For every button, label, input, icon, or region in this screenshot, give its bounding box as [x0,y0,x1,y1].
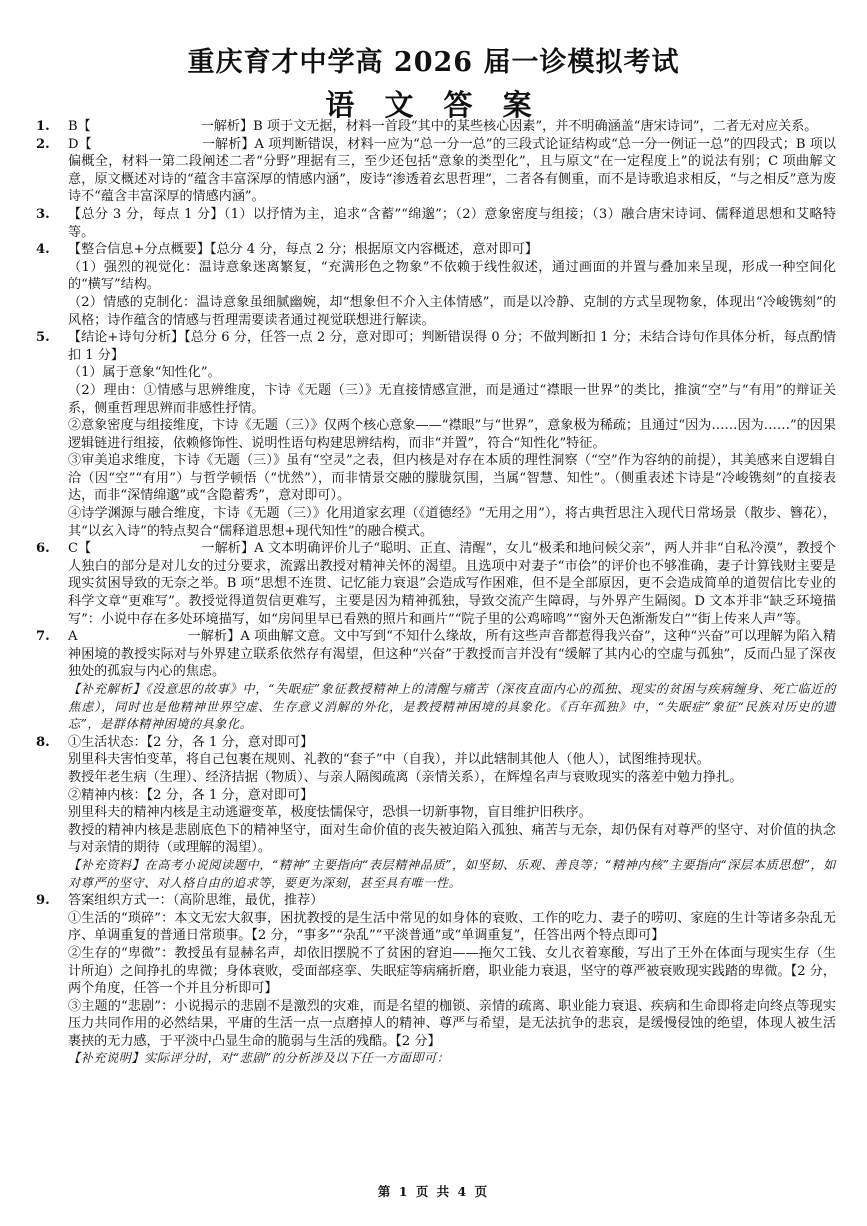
answer-body [36,118,836,1068]
answer-text: 【整合信息+分点概要】【总分 4 分，每点 2 分；根据原文内容概述，意对即可】 [68,242,538,258]
answer-choice: C【 [68,541,92,557]
answer-text: （2）情感的克制化：温诗意象虽细腻幽婉，却“想象但不介入主体情感”，而是以冷静、克制的方式呈现物象，体现出“冷峻镌刻”的风格；诗作蕴含的情感与哲理需要读者通过视觉联想进行解读。 [68,294,836,328]
answer-text: ①生活状态：【2 分，各 1 分，意对即可】 [68,734,314,750]
answer-text: 【结论+诗句分析】【总分 6 分，任答一点 2 分，意对即可；判断错误得 0 分；不做判断扣 1 分；未结合诗句作具体分析，每点酌情扣 1 分】 [68,330,836,363]
answer-text: 别里科夫的精神内核是主动逃避变革，极度怯懦保守，恐惧一切新事物，盲目维护旧秩序。 [68,805,592,821]
answer-choice: D【 [68,136,92,152]
answer-text [68,118,836,136]
answer-text: ①生活的“琐碎”：本文无宏大叙事，困扰教授的是生活中常见的如身体的衰败、工作的吃力、妻子的唠叨、家庭的生计等诸多杂乱无序、单调重复的普通日常琐事。【2 分，“事多”“杂乱”“平淡普通”或“单调重复”，任答出两个特点即可】 [68,910,836,944]
answer-text: 答案组织方式一：（高阶思维，最优，推荐） [68,893,324,909]
answer-choice: A [68,629,78,645]
question-number: 9. [36,893,50,909]
answer-title: 语 文 答 案 [325,88,542,122]
answer-item [36,329,836,540]
question-number: 4. [36,242,50,258]
answer-choice: B【 [68,119,91,134]
answer-text: （1）强烈的视觉化：温诗意象迷离繁复，“充满形色之物象”不依赖于线性叙述，通过画面的并置与叠加来呈现，形成一种空间化的“横写”结构。 [68,259,836,293]
supplementary-note: 【补充资料】在高考小说阅读题中，“精神”主要指向“表层精神品质”，如坚韧、乐观、善良等；“精神内核”主要指向“深层本质思想”，如对尊严的坚守、对人格自由的追求等，要更为深刻，甚至具有唯一性。 [68,857,836,890]
question-number: 1. [36,119,50,134]
answer-explanation: 一解析】B 项于文无据，材料一首段“其中的某些核心因素”，并不明确涵盖“唐宋诗词”，二者无对应关系。 [200,119,818,134]
answer-text: （1）属于意象“知性化”。 [68,365,221,381]
answer-text: 别里科夫害怕变革，将自己包裹在规则、礼教的“套子”中（自我），并以此辖制其他人（他人），试图维持现状。 [68,752,710,768]
question-number: 2. [36,136,50,152]
answer-text [68,540,836,628]
answer-item [36,118,836,136]
exam-title: 重庆育才中学高 2026 届一诊模拟考试 [187,47,680,78]
answer-text [68,628,836,681]
question-number: 8. [36,734,50,750]
question-number: 6. [36,541,50,557]
answer-explanation: 一解析】A 项曲解文意。文中写到“不知什么缘故，所有这些声音都惹得我兴奋”，这种“兴奋”可以理解为陷入精神困境的教授实际对与外界建立联系依然存有渴望，但这种“兴奋”于教授而言并没有“缓解了其内心的空虚与孤独”，反而凸显了深夜独处的孤寂与内心的焦虑。 [68,629,836,680]
answer-explanation: 一解析】A 文本明确评价儿子“聪明、正直、清醒”，女儿“极柔和地问候父亲”，两人并非“自私冷漠”，教授个人独白的部分是对儿女的过分要求，流露出教授对精神关怀的渴望。且选项中对妻子“市侩”的评价也不够准确，妻子计算钱财主要是现实贫困导致的无奈之举。B 项“思想不连贯、记忆能力衰退”会造成写作困难，但不是全部原因，更不会造成简单的道贺信比专业的科学文章“更难写”。教授觉得道贺信更难写，主要是因为精神孤独，导致交流产生障碍，与外界产生隔阂。D 文本并非“缺乏环境描写”：小说中存在多处环境描写，如“房间里早已看熟的照片和画片”“院子里的公鸡啼鸣”“窗外天色渐渐发白”“街上传来人声”等。 [68,541,836,627]
answer-item [36,136,836,206]
answer-text [68,136,836,206]
supplementary-note: 【补充说明】实际评分时，对“悲剧”的分析涉及以下任一方面即可： [68,1051,450,1066]
supplementary-note: 【补充解析】《没意思的故事》中，“失眠症”象征教授精神上的清醒与痛苦（深夜直面内心的孤独、现实的贫困与疾病缠身、死亡临近的焦虑），同时也是他精神世界空虚、生存意义消解的外化，是教授精神困境的具象化。《百年孤独》中，“失眠症”象征“民族对历史的遗忘”，是群体精神困境的具象化。 [68,682,836,732]
answer-item [36,892,836,1068]
answer-text: ②意象密度与组接维度，卞诗《无题（三）》仅两个核心意象——“襟眼”与“世界”，意象极为稀疏；且通过“因为……因为……”的因果逻辑链进行组接，依赖修饰性、说明性语句构建思辨结构，而非“并置”，符合“知性化”特征。 [68,418,836,451]
answer-text: ③主题的“悲剧”：小说揭示的悲剧不是激烈的灾难，而是名望的枷锁、亲情的疏离、职业能力衰退、疾病和生命即将走向终点等现实压力共同作用的必然结果，平庸的生活一点一点磨掉人的精神、尊严与希望，是无法抗争的悲哀，是缓慢侵蚀的绝望，体现人被生活裹挟的无力感，于平淡中凸显生命的脆弱与生活的残酷。【2 分】 [68,998,836,1049]
answer-explanation: 一解析】A 项判断错误，材料一应为“总一分一总”的三段式论证结构或“总一分一例证一总”的四段式；B 项以偏概全，材料一第二段阐述二者“分野”理据有三，至少还包括“意象的类型化”，且与原文“在一定程度上”的说法有别；C 项曲解文意，原文概述对诗的“蕴含丰富深厚的情感内涵”，废诗“渗透着玄思哲理”，二者各有侧重，而不是诗歌追求相反，“与之相反”意为废诗不“蕴含丰富深厚的情感内涵”。 [68,136,836,205]
answer-item [36,628,836,734]
answer-text: （2）理由：①情感与思辨维度，卞诗《无题（三）》无直接情感宣泄，而是通过“襟眼一世界”的类比，推演“空”与“有用”的辩证关系，侧重哲理思辨而非感性抒情。 [68,382,836,416]
answer-item [36,540,836,628]
answer-text: 教授的精神内核是悲剧底色下的精神坚守，面对生命价值的丧失被迫陷入孤独、痛苦与无奈，却仍保有对尊严的坚守、对价值的执念与对亲情的期待（或理解的渴望）。 [68,822,836,856]
answer-item [36,206,836,241]
answer-text: ③审美追求维度，卞诗《无题（三）》虽有“空灵”之表，但内核是对存在本质的理性洞察（“空”作为容纳的前提），其美感来自逻辑自洽（因“空”“有用”）与哲学顿悟（“忧然”），而非情景交融的朦胧氛围，当属“智慧、知性”。（侧重表述卞诗是“冷峻镌刻”的直接表达，而非“深情绵邈”或“含隐蓄秀”，意对即可）。 [68,453,836,504]
page-number: 第 1 页 共 4 页 [377,1184,490,1199]
answer-item [36,734,836,892]
question-number: 3. [36,206,50,222]
answer-text: ②生存的“卑微”：教授虽有显赫名声，却依旧摆脱不了贫困的窘迫——拖欠工钱、女儿衣着寒酸，写出了王外在体面与现实生存（生计所迫）之间挣扎的卑微；身体衰败，受面部痉挛、失眠症等病痛折磨，职业能力衰退，坚守的尊严被衰败现实践踏的卑微。【2 分，两个角度，任答一个并且分析即可】 [68,945,836,997]
answer-item [36,241,836,329]
answer-text: 【总分 3 分，每点 1 分】（1）以抒情为主，追求“含蓄”“绵邈”；（2）意象密度与组接；（3）融合唐宋诗词、儒释道思想和艾略特等。 [68,206,836,240]
question-number: 7. [36,629,50,645]
question-number: 5. [36,330,50,346]
answer-text: ②精神内核：【2 分，各 1 分，意对即可】 [68,787,314,803]
answer-text: ④诗学渊源与融合维度，卞诗《无题（三）》化用道家玄理（《道德经》“无用之用”），将古典哲思注入现代日常场景（散步、簪花），其“以玄入诗”的特点契合“儒释道思想+现代知性”的融合模式。 [68,506,836,539]
answer-text: 教授年老生病（生理）、经济拮据（物质）、与亲人隔阂疏离（亲情关系），在辉煌名声与衰败现实的落差中勉力挣扎。 [68,769,743,785]
